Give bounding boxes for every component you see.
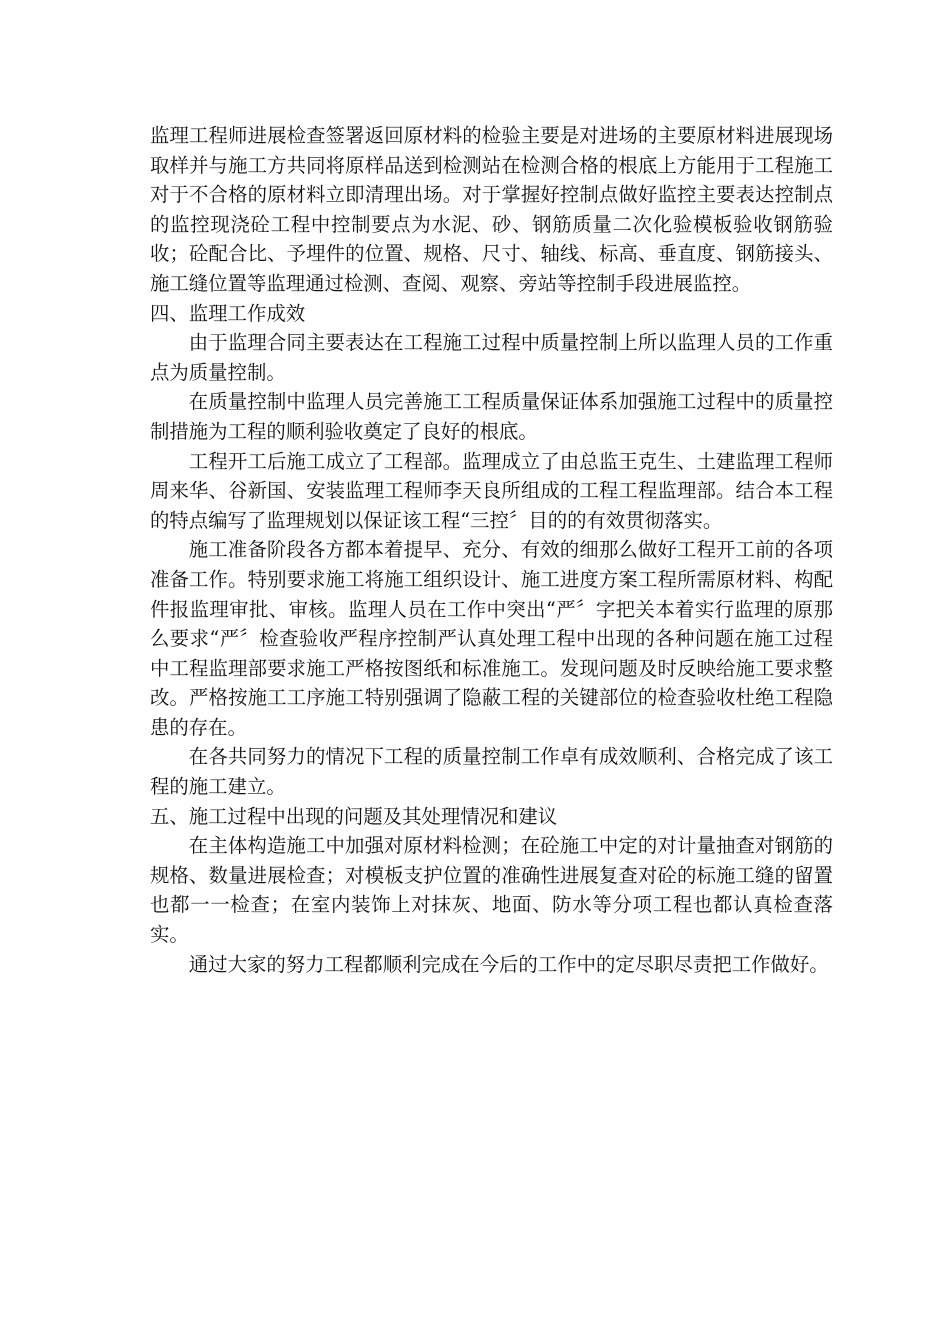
section-4-paragraph-3: 工程开工后施工成立了工程部。监理成立了由总监王克生、土建监理工程师周来华、谷新国、安装监理工程师李天良所组成的工程工程监理部。结合本工程的特点编写了监理规划以保证该工程“三控〞目的的有效贯彻落实。 — [150, 449, 833, 532]
section-5-paragraph-1: 在主体构造施工中加强对原材料检测；在砼施工中定的对计量抽查对钢筋的规格、数量进展检查；对模板支护位置的准确性进展复查对砼的标施工缝的留置也都一一检查；在室内装饰上对抹灰、地面、防水等分项工程也都认真检查落实。 — [150, 834, 833, 947]
section-5-paragraph-2: 通过大家的努力工程都顺利完成在今后的工作中的定尽职尽责把工作做好。 — [188, 952, 829, 976]
section-5-heading: 五、施工过程中出现的问题及其处理情况和建议 — [150, 804, 558, 828]
section-4-paragraph-4: 施工准备阶段各方都本着提早、充分、有效的细那么做好工程开工前的各项准备工作。特别要求施工将施工组织设计、施工进度方案工程所需原材料、构配件报监理审批、审核。监理人员在工作中突出“严〞字把关本着实行监理的原那么要求“严〞检查验收严程序控制严认真处理工程中出现的各种问题在施工过程中工程监理部要求施工严格按图纸和标准施工。发现问题及时反映给施工要求整改。严格按施工工序施工特别强调了隐蔽工程的关键部位的检查验收杜绝工程隐患的存在。 — [150, 538, 833, 739]
document-page — [150, 121, 833, 979]
section-4-paragraph-2: 在质量控制中监理人员完善施工工程质量保证体系加强施工过程中的质量控制措施为工程的顺利验收奠定了良好的根底。 — [150, 390, 833, 443]
section-4-paragraph-1: 由于监理合同主要表达在工程施工过程中质量控制上所以监理人员的工作重点为质量控制。 — [150, 331, 833, 384]
section-4-heading: 四、监理工作成效 — [150, 301, 306, 325]
section-4-paragraph-5: 在各共同努力的情况下工程的质量控制工作卓有成效顺利、合格完成了该工程的施工建立。 — [150, 745, 833, 799]
intro-paragraph: 监理工程师进展检查签署返回原材料的检验主要是对进场的主要原材料进展现场取样并与施工方共同将原样品送到检测站在检测合格的根底上方能用于工程施工对于不合格的原材料立即清理出场。对于掌握好控制点做好监控主要表达控制点的监控现浇砼工程中控制要点为水泥、砂、钢筋质量二次化验模板验收钢筋验收；砼配合比、予埋件的位置、规格、尺寸、轴线、标高、垂直度、钢筋接头、施工缝位置等监理通过检测、查阅、观察、旁站等控制手段进展监控。 — [150, 124, 833, 295]
